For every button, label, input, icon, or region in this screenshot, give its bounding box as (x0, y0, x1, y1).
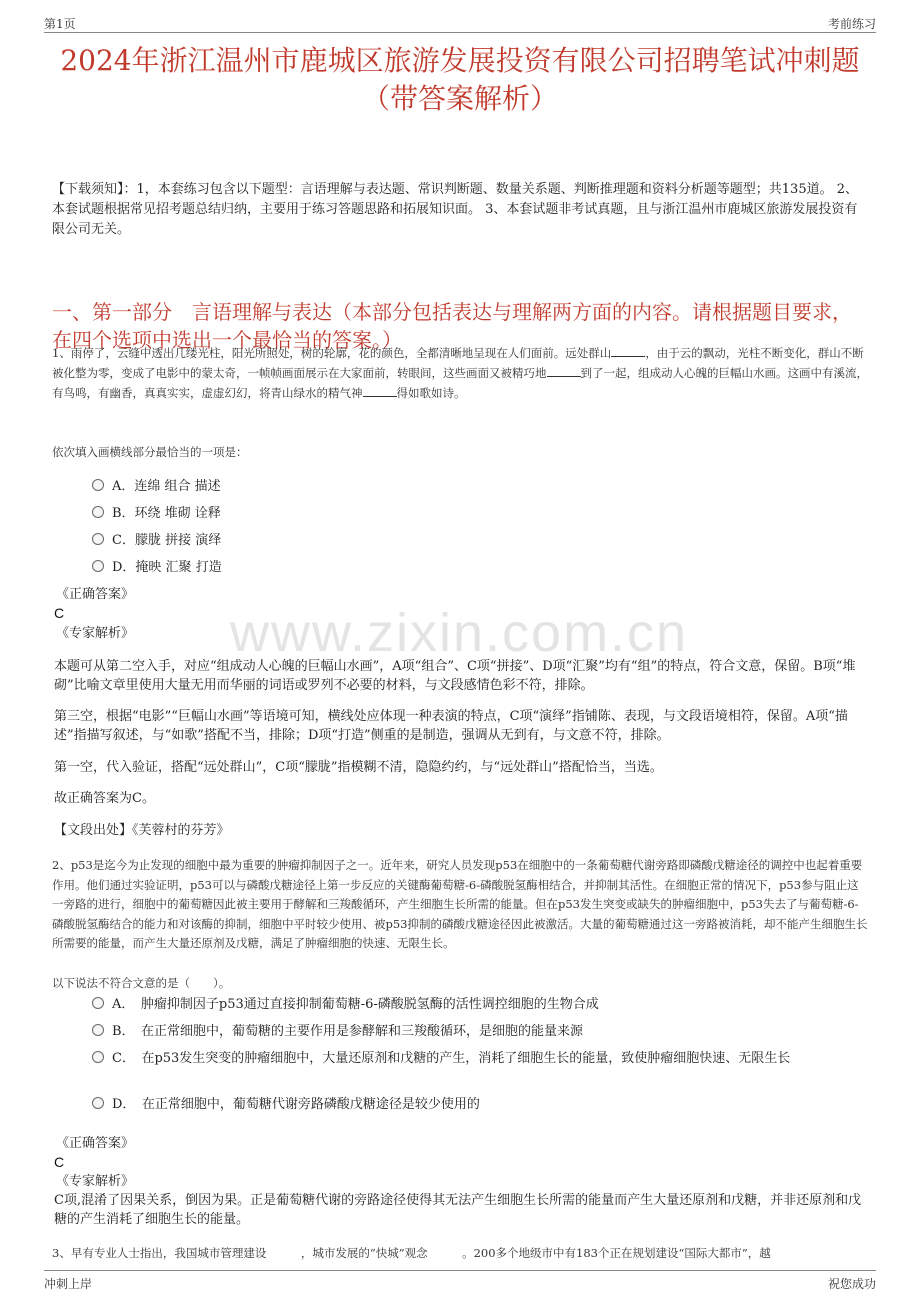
question-3-text: 3、早有专业人士指出，我国城市管理建设 ，城市发展的“快城”观念 。200多个地级市中有183个正在规划建设“国际大都市”，越 (52, 1246, 771, 1260)
q1-analysis-paragraph: 第三空，根据“电影”“巨幅山水画”等语境可知，横线处应体现一种表演的特点，C项“演绎”指铺陈、表现，与文段语境相符，保留。A项“描述”指描写叙述，与“如歌”搭配不当，排除；D项“打造”侧重的是制造，强调从无到有，与文意不符，排除。 (54, 709, 848, 743)
radio-button-icon[interactable] (92, 1051, 104, 1063)
watermark: www.zixin.com.cn (230, 603, 689, 663)
fill-blank-3 (363, 384, 397, 397)
q1-analysis-label: 《专家解析》 (56, 626, 135, 641)
question-1-prompt: 依次填入画横线部分最恰当的一项是： (52, 445, 248, 459)
header-tag: 考前练习 (827, 17, 876, 31)
document-title: 2024年浙江温州市鹿城区旅游发展投资有限公司招聘笔试冲刺题（带答案解析） (60, 44, 860, 115)
q1-analysis-paragraph: 第一空，代入验证，搭配“远处群山”，C项“朦胧”指模糊不清，隐隐约约，与“远处群山”搭配恰当，当选。 (54, 760, 663, 775)
q2-option-b[interactable]: B． 在正常细胞中，葡萄糖的主要作用是参酵解和三羧酸循环，是细胞的能量来源 (92, 1022, 880, 1042)
question-1-text: 1、雨停了，云缝中透出几缕光柱，阳光所照处，树的轮廓，花的颜色，全都清晰地呈现在人们面前。远处群山 ，由于云的飘动，光柱不断变化，群山不断被化整为零，变成了电影中的蒙太奇，一帧帧画面展示在大家面前，转眼间，这些画面又被精巧地 到了一起，组成动人心魄的巨幅山水画。这画中有溪流，有鸟鸣，有幽香，真真实实，虚虚幻幻，将青山绿水的精气神 得如歌如诗。 (52, 346, 868, 400)
q2-answer: C (54, 1154, 65, 1170)
page-header (44, 12, 876, 33)
radio-button-icon[interactable] (92, 1097, 104, 1109)
fill-blank-1 (611, 344, 645, 357)
q1-analysis-paragraph: 本题可从第二空入手，对应“组成动人心魄的巨幅山水画”，A项“组合”、C项“拼接”、D项“汇聚”均有“组”的特点，符合文意，保留。B项“堆砌”比喻文章里使用大量无用而华丽的词语或罗列不必要的材料，与文段感情色彩不符，排除。 (54, 659, 856, 693)
q1-answer: C (54, 605, 65, 621)
q2-option-d[interactable]: D． 在正常细胞中，葡萄糖代谢旁路磷酸戊糖途径是较少使用的 (92, 1095, 880, 1115)
fill-blank-2 (547, 364, 581, 377)
q2-option-a[interactable]: A． 肿瘤抑制因子p53通过直接抑制葡萄糖-6-磷酸脱氢酶的活性调控细胞的生物合成 (92, 995, 880, 1015)
download-notice: 【下载须知】：1，本套练习包含以下题型：言语理解与表达题、常识判断题、数量关系题、判断推理题和资料分析题等题型；共135道。 2、本套试题根据常见招考题总结归纳，主要用于练习答题思路和拓展知识面。 3、本套试题非考试真题，且与浙江温州市鹿城区旅游发展投资有限公司无关。 (52, 182, 858, 237)
radio-button-icon[interactable] (92, 1024, 104, 1036)
radio-button-icon[interactable] (92, 560, 104, 572)
question-2-prompt: 以下说法不符合文意的是（ ）。 (52, 976, 231, 990)
q1-option-b[interactable]: B．环绕 堆砌 诠释 (92, 504, 880, 524)
q1-source: 【文段出处】《芙蓉村的芬芳》 (54, 823, 230, 838)
q1-answer-label: 《正确答案》 (56, 587, 135, 602)
q1-option-c[interactable]: C．朦胧 拼接 演绎 (92, 531, 880, 551)
footer-left-text: 冲刺上岸 (44, 1277, 93, 1291)
page-number: 第1页 (44, 17, 76, 31)
radio-button-icon[interactable] (92, 479, 104, 491)
q1-option-d[interactable]: D．掩映 汇聚 打造 (92, 558, 880, 578)
q2-analysis-label: 《专家解析》 (56, 1174, 135, 1189)
q2-option-c[interactable]: C． 在p53发生突变的肿瘤细胞中，大量还原剂和戊糖的产生，消耗了细胞生长的能量，致使肿瘤细胞快速、无限生长 (92, 1049, 880, 1069)
q1-option-a[interactable]: A．连绵 组合 描述 (92, 477, 880, 497)
question-2-text: 2、p53是迄今为止发现的细胞中最为重要的肿瘤抑制因子之一。近年来，研究人员发现p53在细胞中的一条葡萄糖代谢旁路即磷酸戊糖途径的调控中也起着重要作用。他们通过实验证明，p53可以与磷酸戊糖途径上第一步反应的关键酶葡萄糖-6-磷酸脱氢酶相结合，并抑制其活性。在细胞正常的情况下，p53参与阻止这一旁路的进行，细胞中的葡萄糖因此被主要用于酵解和三羧酸循环，产生细胞生长所需的能量。但在p53发生突变或缺失的肿瘤细胞中，p53失去了与葡萄糖-6-磷酸脱氢酶结合的能力和对该酶的抑制，细胞中平时较少使用、被p53抑制的磷酸戊糖途径因此被激活。大量的葡萄糖通过这一旁路被消耗，却不能产生细胞生长所需要的能量，而产生大量还原剂及戊糖，满足了肿瘤细胞的快速、无限生长。 (52, 858, 868, 950)
q2-answer-label: 《正确答案》 (56, 1136, 135, 1151)
q2-analysis-paragraph: C项,混淆了因果关系，倒因为果。正是葡萄糖代谢的旁路途径使得其无法产生细胞生长所需的能量而产生大量还原剂和戊糖，并非还原剂和戊糖的产生消耗了细胞生长的能量。 (54, 1193, 862, 1227)
radio-button-icon[interactable] (92, 506, 104, 518)
radio-button-icon[interactable] (92, 533, 104, 545)
radio-button-icon[interactable] (92, 997, 104, 1009)
section-heading: 一、第一部分 言语理解与表达（本部分包括表达与理解两方面的内容。请根据题目要求，在四个选项中选出一个最恰当的答案。） (52, 300, 852, 352)
q1-analysis-paragraph: 故正确答案为C。 (54, 791, 155, 806)
page-footer (44, 1270, 876, 1291)
footer-right-text: 祝您成功 (827, 1277, 876, 1291)
